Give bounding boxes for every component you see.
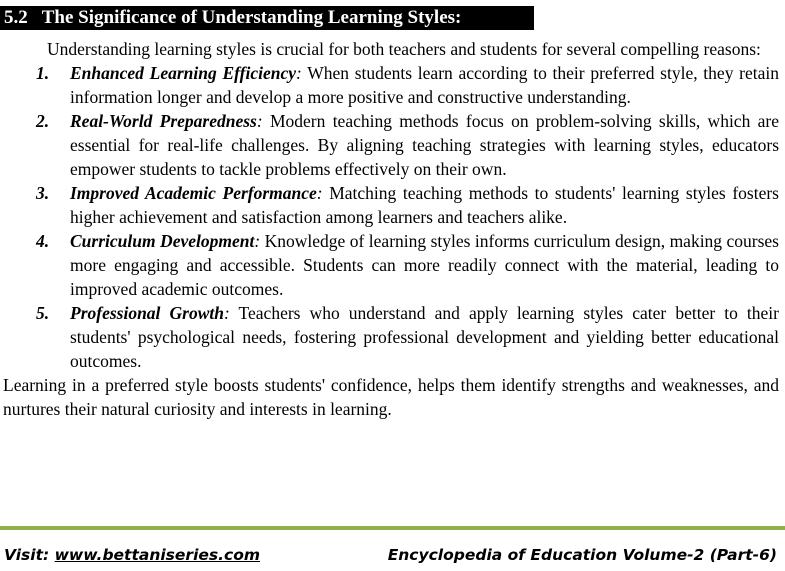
list-item-separator: : bbox=[316, 183, 323, 203]
footer-visit-label: Visit: bbox=[4, 546, 55, 564]
list-item-separator: : bbox=[256, 111, 263, 131]
list-item-number: 5. bbox=[36, 303, 50, 323]
list-item-text: Teachers who understand and apply learning styles cater better to their students' psychological needs, fostering professional development and yielding better educational outcomes. bbox=[70, 303, 779, 371]
section-body bbox=[3, 37, 779, 421]
list-item-number: 3. bbox=[36, 183, 50, 203]
list-item-text: Modern teaching methods focus on problem-solving skills, which are essential for real-life challenges. By aligning teaching strategies with learning styles, educators empower students to tackle problems effectively on their own. bbox=[70, 111, 780, 179]
section-title: The Significance of Understanding Learning Styles: bbox=[41, 7, 462, 28]
list-item-title: Real-World Preparedness bbox=[70, 111, 257, 131]
list-item bbox=[36, 301, 779, 373]
list-item-text: Knowledge of learning styles informs curriculum design, making courses more engaging and accessible. Students can more readily connect with the material, leading to improved academic outcomes. bbox=[70, 231, 779, 299]
footer-website-link[interactable]: www.bettaniseries.com bbox=[54, 546, 260, 564]
list-item-title: Professional Growth bbox=[70, 303, 224, 323]
list-item-number: 4. bbox=[36, 231, 50, 251]
footer-book-title: Encyclopedia of Education Volume-2 (Part-6) bbox=[387, 546, 777, 564]
list-item-text: Matching teaching methods to students' learning styles fosters higher achievement and satisfaction among learners and teachers alike. bbox=[70, 183, 779, 227]
list-item-number: 1. bbox=[36, 63, 50, 83]
list-item bbox=[36, 181, 779, 229]
list-item-separator: : bbox=[295, 63, 302, 83]
list-item bbox=[36, 61, 779, 109]
reasons-list bbox=[3, 61, 779, 373]
section-heading bbox=[0, 6, 534, 30]
list-item bbox=[36, 109, 780, 181]
list-item-title: Improved Academic Performance bbox=[70, 183, 317, 203]
footer-visit bbox=[4, 543, 260, 567]
footer-divider bbox=[0, 526, 785, 530]
intro-paragraph: Understanding learning styles is crucial for both teachers and students for several compelling reasons: bbox=[47, 39, 761, 59]
closing-paragraph: Learning in a preferred style boosts students' confidence, helps them identify strengths and weaknesses, and nurtures their natural curiosity and interests in learning. bbox=[3, 375, 779, 419]
section-number: 5.2 bbox=[4, 7, 28, 28]
list-item-separator: : bbox=[254, 231, 261, 251]
list-item bbox=[36, 229, 779, 301]
page-footer bbox=[4, 543, 777, 567]
list-item-separator: : bbox=[223, 303, 230, 323]
list-item-title: Curriculum Development bbox=[70, 231, 255, 251]
list-item-number: 2. bbox=[36, 111, 50, 131]
list-item-title: Enhanced Learning Efficiency bbox=[70, 63, 296, 83]
list-item-text: When students learn according to their preferred style, they retain information longer and develop a more positive and constructive understanding. bbox=[70, 63, 779, 107]
